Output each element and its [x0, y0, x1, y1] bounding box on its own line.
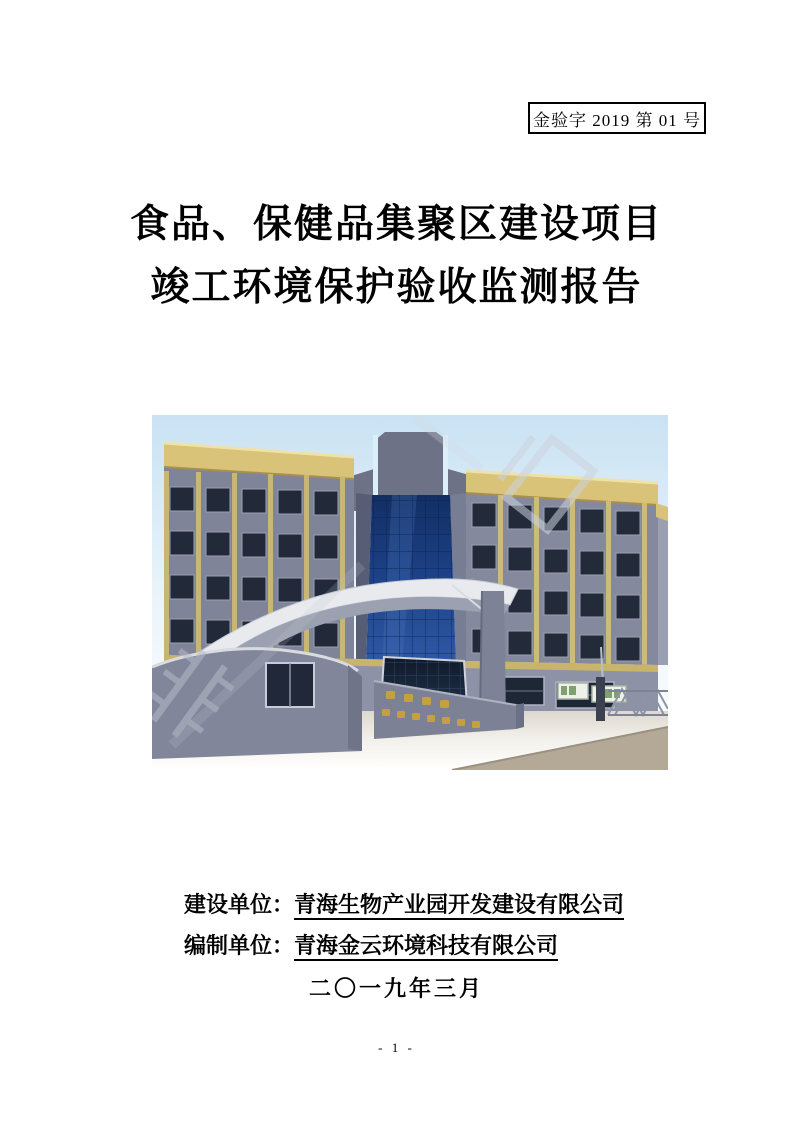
photo-canopy-pylon — [480, 591, 506, 717]
report-title-line2: 竣工环境保护验收监测报告 — [150, 266, 643, 309]
doc-number-text: 金验字 2019 第 01 号 — [533, 110, 701, 130]
building-photo-svg — [152, 415, 668, 770]
construction-unit-label: 建设单位： — [184, 892, 295, 917]
compilation-unit-row — [184, 931, 558, 961]
report-title-line1: 食品、保健品集聚区建设项目 — [129, 203, 663, 246]
compilation-unit-label: 编制单位： — [184, 933, 295, 958]
compilation-unit-value: 青海金云环境科技有限公司 — [294, 933, 558, 961]
construction-unit-value: 青海生物产业园开发建设有限公司 — [294, 892, 624, 920]
construction-unit-row — [184, 890, 624, 920]
page-number: - 1 - — [378, 1040, 415, 1055]
report-date: 二〇一九年三月 — [308, 976, 484, 1001]
building-photo — [152, 415, 668, 770]
doc-number-box — [528, 102, 706, 134]
photo-curtain-wall — [356, 493, 468, 663]
